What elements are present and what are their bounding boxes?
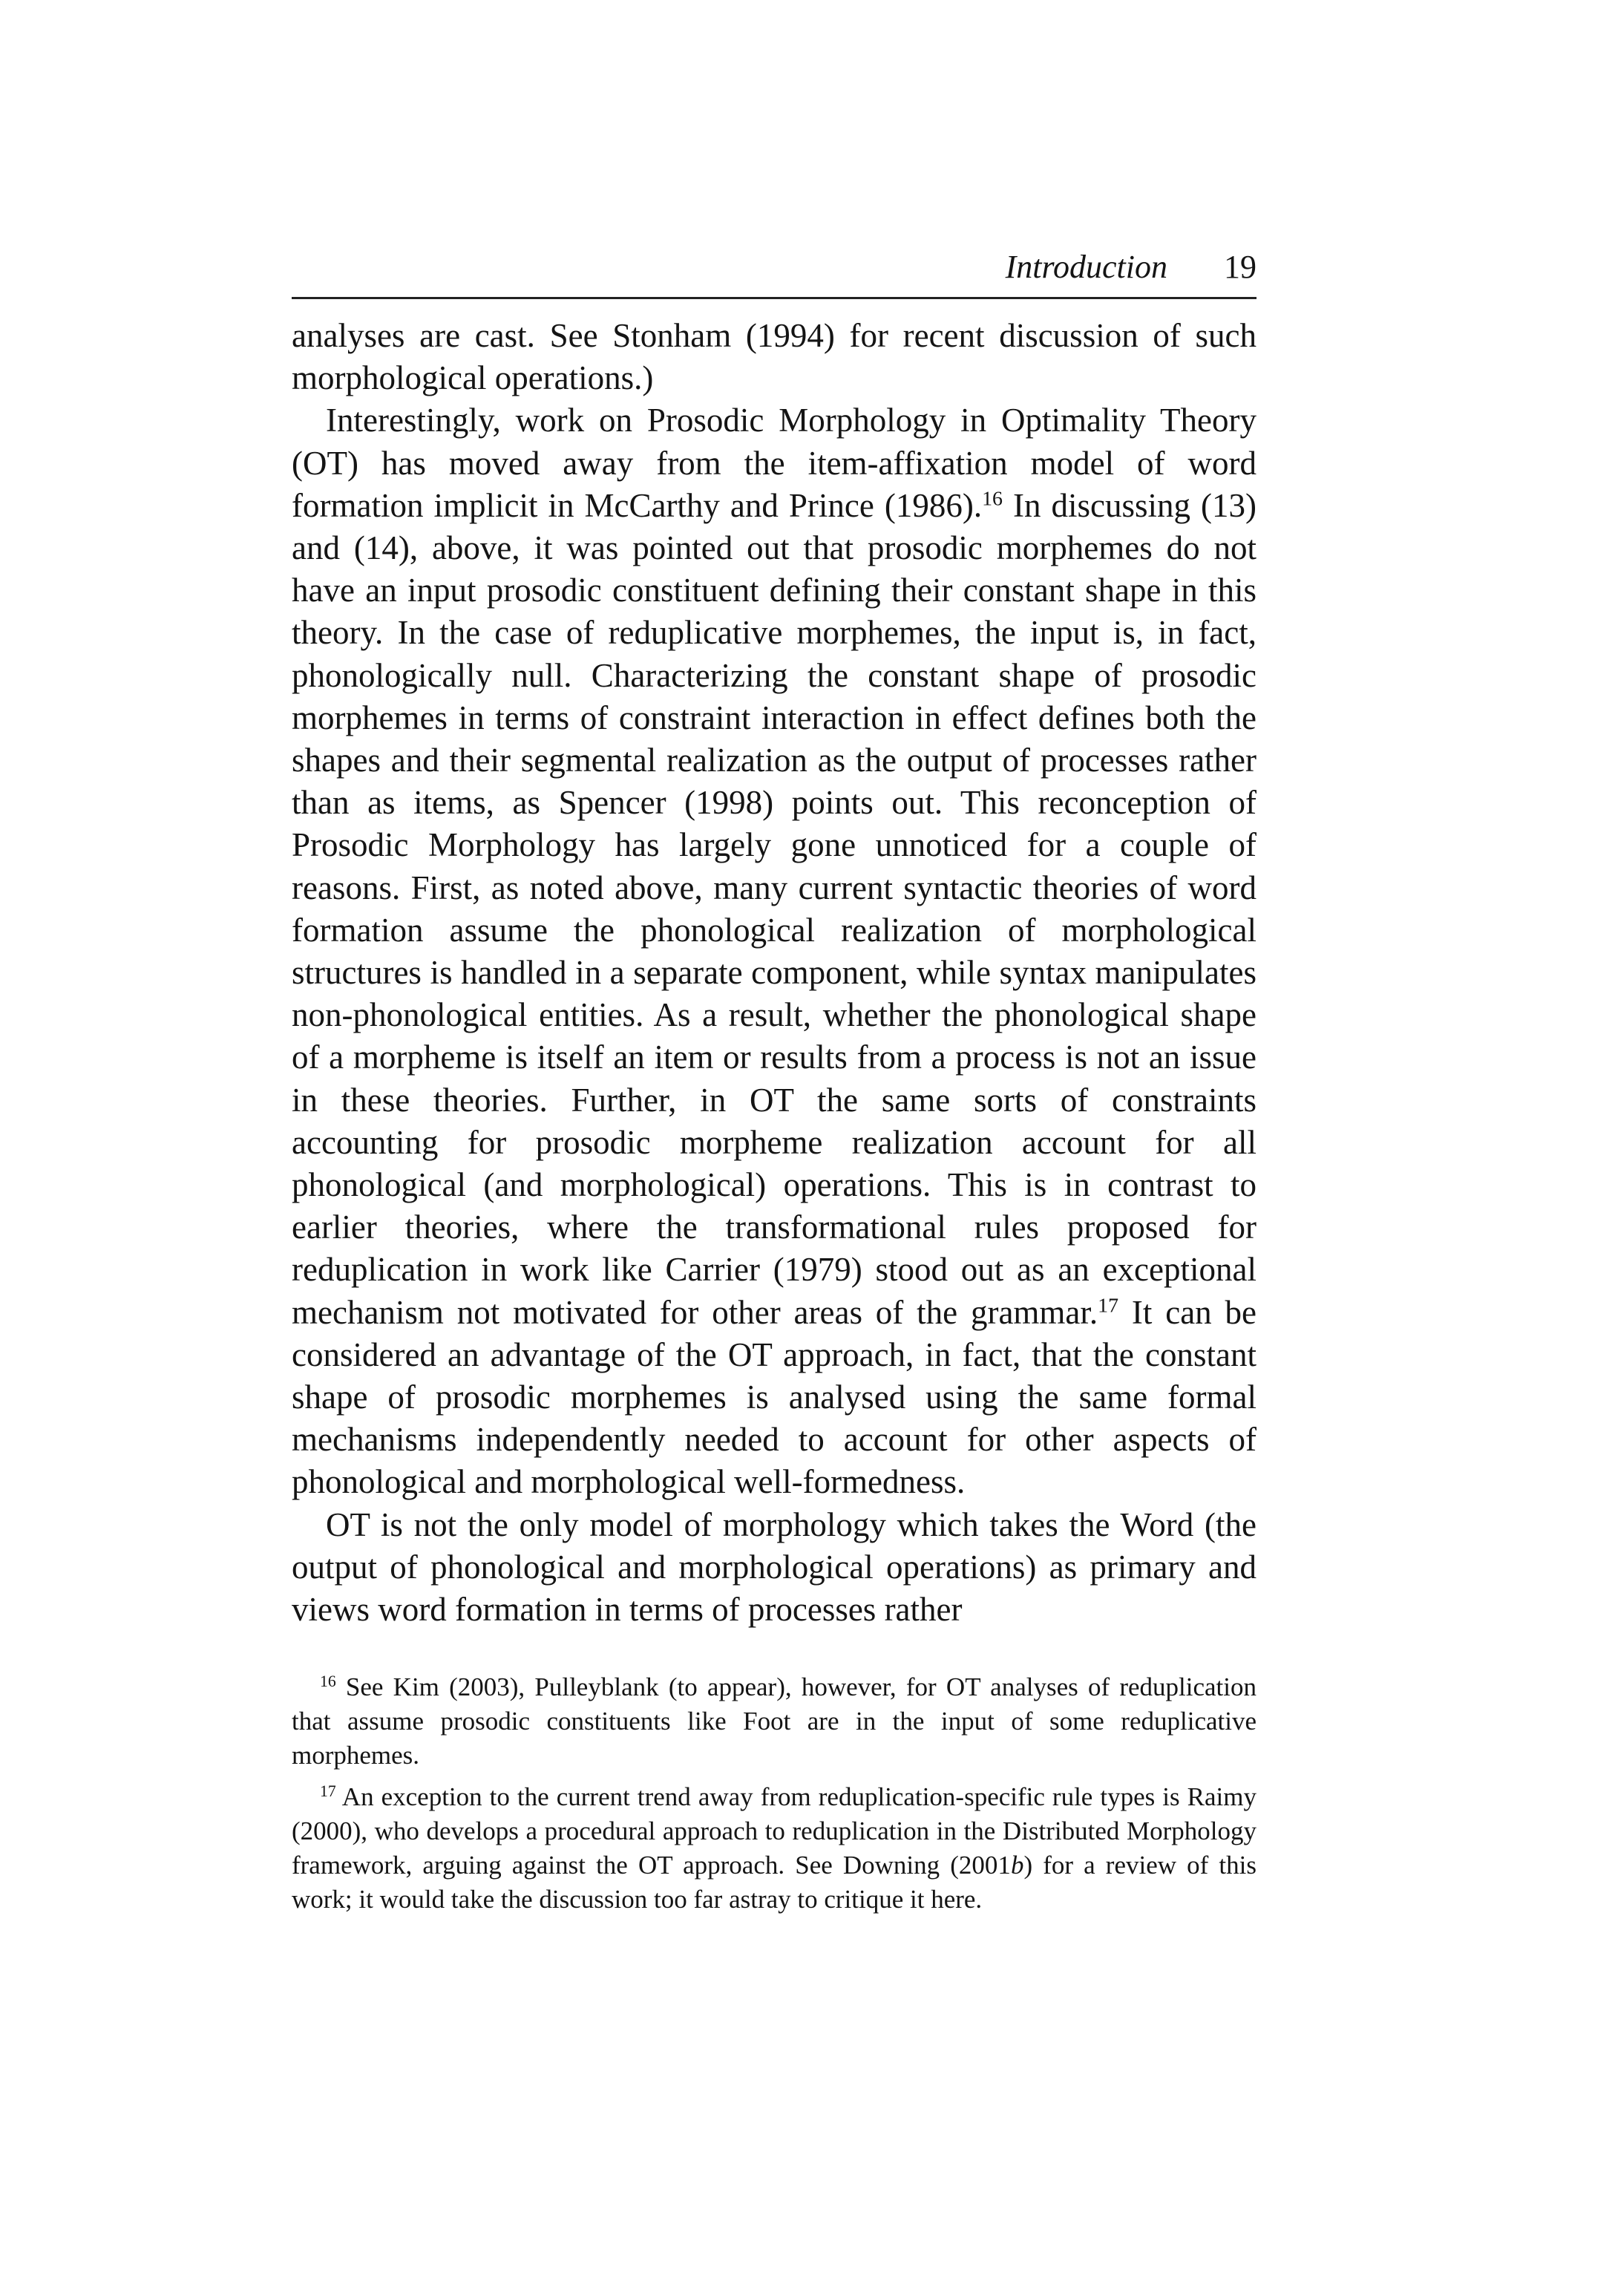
footnote-italic: b [1010,1851,1024,1880]
footnotes [292,1670,1256,1924]
footnote-16 [292,1670,1256,1773]
main-text [292,315,1256,1631]
footnote-number: 16 [320,1672,336,1691]
paragraph-3: OT is not the only model of morphology which takes the Word (the output of phonological and morphological operations) as primary and views word formation in terms of processes rather [292,1505,1256,1629]
paragraph-1: analyses are cast. See Stonham (1994) for recent discussion of such morphological operations.) [292,317,1256,397]
footnote-text-end: ) for a review of this work; it would take the discussion too far astray to critique it here. [292,1851,1256,1914]
footnote-text: See Kim (2003), Pulleyblank (to appear), however, for OT analyses of reduplication that assume prosodic constituents like Foot are in the input of some reduplicative morphemes. [292,1672,1256,1770]
footnote-ref-17[interactable]: 17 [1098,1294,1119,1318]
running-head-title: Introduction [1005,249,1167,285]
footnote-number: 17 [320,1782,336,1801]
paragraph-2 [292,399,1256,1503]
paragraph-2-part-c: It can be considered an advantage of the OT approach, in fact, that the constant shape of prosodic morphemes is analysed using the same formal mechanisms independently needed to account for other aspects of phonological and morphological well-formedness. [292,1293,1256,1501]
footnote-17 [292,1780,1256,1917]
running-head [292,245,1256,299]
paragraph-2-part-a: Interestingly, work on Prosodic Morphology in Optimality Theory (OT) has moved away from the item-affixation model of word formation implicit in McCarthy and Prince (1986). [292,402,1256,524]
page-number: 19 [1224,249,1256,285]
footnote-ref-16[interactable]: 16 [982,487,1003,511]
paragraph-2-part-b: In discussing (13) and (14), above, it was pointed out that prosodic morphemes do not have an input prosodic constituent defining their constant shape in this theory. In the case of reduplicative morphemes, the input is, in fact, phonologically null. Characterizing the constant shape of prosodic morphemes in terms of constraint interaction in effect defines both the shapes and their segmental realization as the output of processes rather than as items, as Spencer (1998) points out. This reconception of Prosodic Morphology has largely gone unnoticed for a couple of reasons. First, as noted above, many current syntactic theories of word formation assume the phonological realization of morphological structures is handled in a separate component, while syntax manipulates non-phonological entities. As a result, whether the phonological shape of a morpheme is itself an item or results from a process is not an issue in these theories. Further, in OT the same sorts of constraints accounting for prosodic morpheme realization account for all phonological (and morphological) operations. This is in contrast to earlier theories, where the transformational rules proposed for reduplication in work like Carrier (1979) stood out as an exceptional mechanism not motivated for other areas of the grammar. [292,486,1256,1331]
book-page [292,0,1256,2296]
footnote-text: An exception to the current trend away from reduplication-specific rule types is Raimy (2000), who develops a procedural approach to reduplication in the Distributed Morphology framework, arguing against the OT approach. See Downing (2001 [292,1782,1256,1880]
